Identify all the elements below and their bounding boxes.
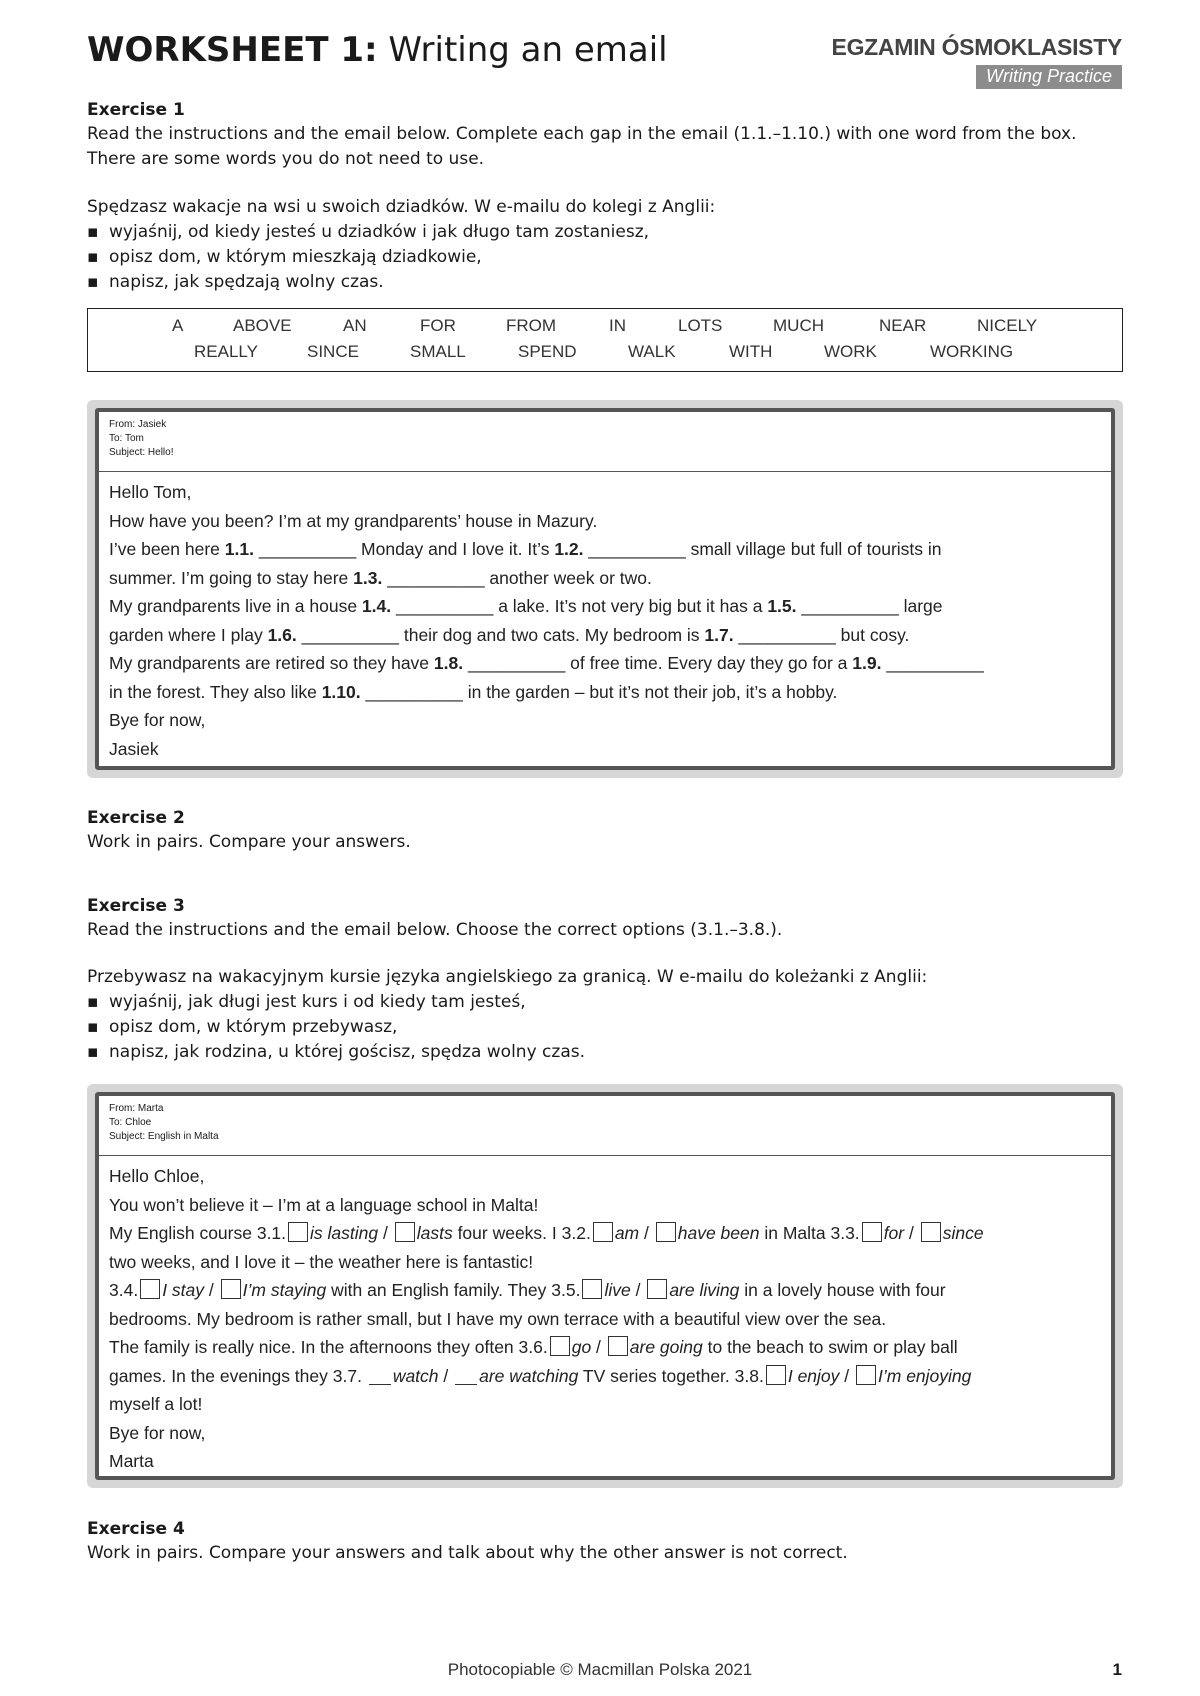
email-1-from: From: Jasiek (109, 419, 167, 430)
word-box (87, 308, 1123, 372)
word-box-word: NICELY (977, 316, 1038, 335)
footer-copyright: Photocopiable © Macmillan Polska 2021 (447, 1660, 753, 1679)
email-1-line: summer. I’m going to stay here 1.3. __________ another week or two. (109, 567, 652, 588)
gap-blank[interactable]: __________ (258, 539, 357, 559)
email-2-line: My English course 3.1. is lasting / lasts four weeks. I 3.2. am / have been in Malta 3.3. for / since (109, 1223, 984, 1243)
option-checkbox[interactable] (395, 1222, 415, 1242)
option-checkbox[interactable] (856, 1365, 876, 1385)
gap-blank[interactable]: __________ (301, 624, 399, 645)
email-1-line: garden where I play 1.6. __________ their dog and two cats. My bedroom is 1.7. __________ but cosy. (109, 624, 910, 645)
word-box-row-1 (88, 316, 1122, 340)
option-checkbox[interactable] (647, 1279, 667, 1299)
email-1-signature: Jasiek (109, 738, 159, 759)
exercise3-title: Exercise 3 (87, 896, 185, 916)
exercise1-bullet: ▪ wyjaśnij, od kiedy jesteś u dziadków i jak długo tam zostaniesz, (87, 220, 1123, 245)
option-checkbox[interactable] (766, 1365, 786, 1385)
exercise3-task (87, 965, 1123, 1065)
option-checkbox[interactable] (656, 1222, 676, 1242)
option-checkbox[interactable] (608, 1336, 628, 1356)
email-1-inner (95, 408, 1115, 770)
email-2-line: games. In the evenings they 3.7. watch / are watching TV series together. 3.8. I enjoy / I’m enjoying (109, 1365, 972, 1386)
email-1-greeting: Hello Tom, (109, 482, 192, 502)
email-2-inner (95, 1092, 1115, 1480)
gap-blank[interactable]: __________ (801, 596, 899, 616)
gap-blank[interactable]: __________ (588, 539, 686, 559)
option-checkbox[interactable] (593, 1222, 613, 1242)
word-box-word: FROM (506, 316, 557, 335)
gap-blank[interactable]: __________ (738, 624, 836, 645)
email-1-line: in the forest. They also like 1.10. __________ in the garden – but it’s not their job, it’s a hobby. (109, 681, 838, 702)
worksheet-title (87, 30, 668, 70)
email-1-line: How have you been? I’m at my grandparents’ house in Mazury. (109, 510, 598, 531)
exercise1-bullet: ▪ opisz dom, w którym mieszkają dziadkowie, (87, 245, 1123, 270)
exercise4-text: Work in pairs. Compare your answers and talk about why the other answer is not correct. (87, 1543, 848, 1563)
option-checkbox[interactable] (862, 1222, 882, 1242)
gap-blank[interactable]: __________ (886, 653, 984, 673)
exercise1-instructions: Read the instructions and the email below. Complete each gap in the email (1.1.–1.10.) with one word from the box. There are some words you do not need to use. (87, 124, 1077, 169)
word-box-word: A (172, 316, 184, 335)
page-number: 1 (1112, 1660, 1122, 1679)
option-checkbox[interactable] (140, 1279, 160, 1299)
email-1-line: I’ve been here 1.1. __________ Monday and I love it. It’s 1.2. __________ small village but full of tourists in (109, 539, 942, 559)
exercise2-title: Exercise 2 (87, 808, 185, 828)
email-1-signoff: Bye for now, (109, 710, 206, 730)
email-2-header (99, 1096, 1111, 1156)
email-1-header (99, 412, 1111, 472)
worksheet-title-bold: WORKSHEET 1: (87, 30, 378, 70)
gap-blank[interactable]: __________ (467, 653, 566, 673)
gap-blank[interactable]: __________ (396, 596, 494, 616)
word-box-word: WORKING (930, 342, 1014, 361)
word-box-word: LOTS (678, 316, 723, 335)
word-box-row-2 (88, 342, 1122, 366)
exercise1-task-intro: Spędzasz wakacje na wsi u swoich dziadków. W e-mailu do kolegi z Anglii: (87, 197, 716, 217)
word-box-word: MUCH (773, 316, 824, 335)
exercise1-title: Exercise 1 (87, 100, 185, 120)
option-checkbox[interactable] (221, 1279, 241, 1299)
option-blank[interactable] (455, 1368, 477, 1385)
exercise1-task (87, 195, 1123, 295)
gap-blank[interactable]: __________ (365, 681, 463, 702)
word-box-word: IN (609, 316, 626, 335)
option-blank[interactable] (369, 1368, 391, 1385)
email-2-line: two weeks, and I love it – the weather here is fantastic! (109, 1251, 534, 1272)
email-1-to: To: Tom (109, 433, 144, 444)
brand-name: EGZAMIN ÓSMOKLASISTY (831, 34, 1122, 60)
email-2-line: bedrooms. My bedroom is rather small, but I have my own terrace with a beautiful view over the sea. (109, 1308, 887, 1329)
word-box-word: SMALL (410, 342, 466, 361)
word-box-word: ABOVE (233, 316, 292, 335)
exercise3-bullet: ▪ wyjaśnij, jak długi jest kurs i od kiedy tam jesteś, (87, 990, 1123, 1015)
exercise3-instructions: Read the instructions and the email below. Choose the correct options (3.1.–3.8.). (87, 920, 783, 940)
email-2-line: 3.4. I stay / I’m staying with an English family. They 3.5. live / are living in a lovely house with four (109, 1280, 946, 1300)
option-checkbox[interactable] (550, 1336, 570, 1356)
email-1-subject: Subject: Hello! (109, 447, 174, 458)
email-2-greeting: Hello Chloe, (109, 1166, 205, 1186)
word-box-word: SINCE (307, 342, 359, 361)
option-checkbox[interactable] (582, 1279, 602, 1299)
email-1-line: My grandparents live in a house 1.4. __________ a lake. It’s not very big but it has a 1.5. __________ large (109, 596, 943, 616)
exercise3-bullet: ▪ opisz dom, w którym przebywasz, (87, 1015, 1123, 1040)
word-box-word: FOR (420, 316, 456, 335)
word-box-word: WORK (824, 342, 877, 361)
email-2-from: From: Marta (109, 1103, 164, 1114)
email-2-signature: Marta (109, 1451, 154, 1471)
exercise3-bullets (87, 990, 1123, 1065)
email-1 (87, 400, 1123, 778)
email-1-line: My grandparents are retired so they have 1.8. __________ of free time. Every day they go for a 1.9. __________ (109, 653, 984, 673)
option-checkbox[interactable] (921, 1222, 941, 1242)
brand-block (832, 34, 1122, 89)
email-2-body (109, 1162, 1101, 1476)
exercise4-title: Exercise 4 (87, 1519, 185, 1539)
email-2-to: To: Chloe (109, 1117, 152, 1128)
word-box-word: WALK (628, 342, 676, 361)
email-2 (87, 1084, 1123, 1488)
option-checkbox[interactable] (288, 1222, 308, 1242)
email-2-line: myself a lot! (109, 1394, 203, 1414)
email-2-line: The family is really nice. In the afternoons they often 3.6. go / are going to the beach to swim or play ball (109, 1337, 958, 1357)
gap-blank[interactable]: __________ (387, 567, 485, 588)
worksheet-title-rest: Writing an email (377, 30, 668, 70)
brand-tag: Writing Practice (976, 65, 1122, 89)
email-2-subject: Subject: English in Malta (109, 1131, 219, 1142)
exercise3-bullet: ▪ napisz, jak rodzina, u której gościsz, spędza wolny czas. (87, 1040, 1123, 1065)
exercise1-bullets (87, 220, 1123, 295)
exercise1-bullet: ▪ napisz, jak spędzają wolny czas. (87, 270, 1123, 295)
word-box-word: SPEND (518, 342, 577, 361)
email-1-body (109, 478, 1101, 763)
word-box-word: REALLY (194, 342, 258, 361)
email-2-line: You won’t believe it – I’m at a language school in Malta! (109, 1194, 539, 1215)
word-box-word: WITH (729, 342, 773, 361)
word-box-word: AN (343, 316, 367, 335)
exercise3-task-intro: Przebywasz na wakacyjnym kursie języka angielskiego za granicą. W e-mailu do koleżanki z Anglii: (87, 967, 928, 987)
word-box-word: NEAR (879, 316, 927, 335)
exercise2-text: Work in pairs. Compare your answers. (87, 832, 411, 852)
email-2-signoff: Bye for now, (109, 1422, 206, 1443)
